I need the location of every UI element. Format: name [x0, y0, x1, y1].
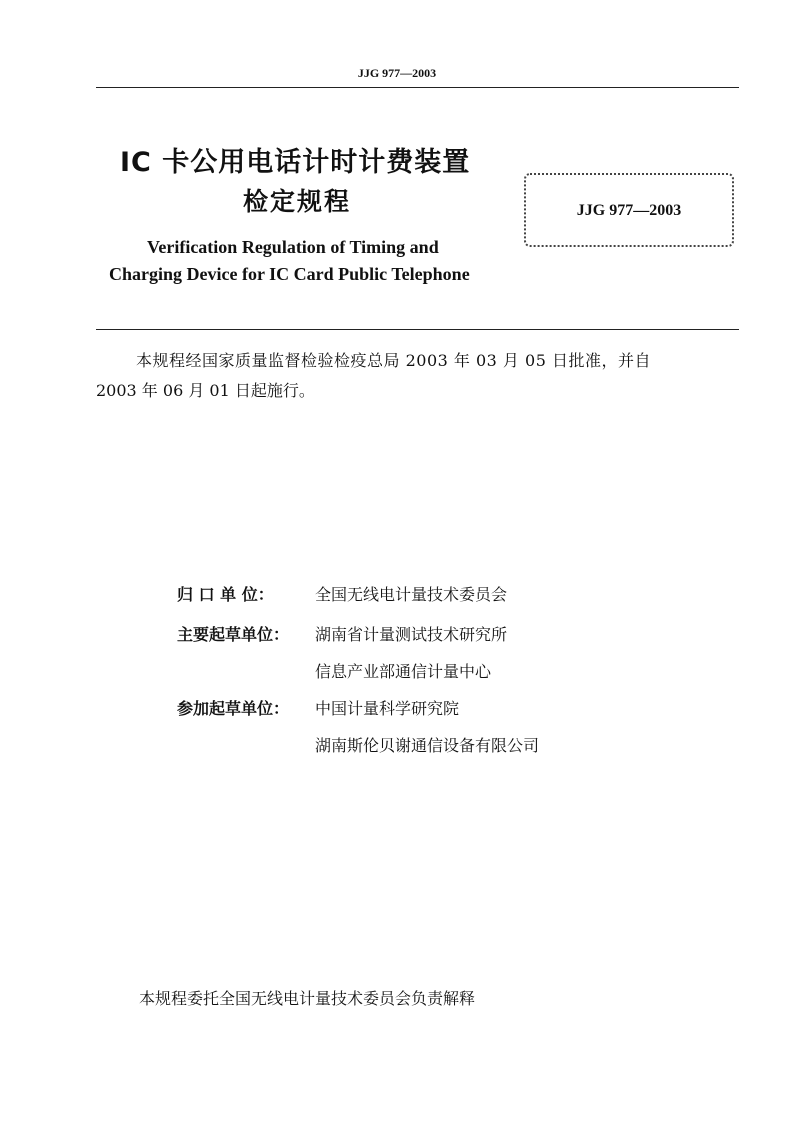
- main-drafting-value-2: 信息产业部通信计量中心: [315, 662, 492, 681]
- participating-drafting-value-2: 湖南斯伦贝谢通信设备有限公司: [315, 736, 540, 755]
- main-drafting-label: 主要起草单位：: [177, 625, 290, 644]
- running-header: JJG 977—2003: [357, 66, 437, 80]
- title-zh-line1: IC 卡公用电话计时计费装置: [120, 147, 471, 178]
- approval-text-line1: 本规程经国家质量监督检验检疫总局 2003 年 03 月 05 日批准，并自: [136, 351, 651, 370]
- responsible-unit-value: 全国无线电计量技术委员会: [315, 585, 508, 604]
- title-en-line2: Charging Device for IC Card Public Telephone: [109, 264, 470, 284]
- standard-code-label: JJG 977—2003: [576, 202, 682, 219]
- title-en-line1: Verification Regulation of Timing and: [147, 237, 439, 257]
- interpretation-note: 本规程委托全国无线电计量技术委员会负责解释: [139, 989, 476, 1008]
- responsible-unit-label: 归 口 单 位：: [177, 585, 274, 604]
- approval-text-line2: 2003 年 06 月 01 日起施行。: [96, 381, 315, 400]
- participating-drafting-value-1: 中国计量科学研究院: [315, 699, 460, 718]
- main-drafting-value-1: 湖南省计量测试技术研究所: [315, 625, 508, 644]
- participating-drafting-label: 参加起草单位：: [177, 699, 290, 718]
- title-zh-line2: 检定规程: [243, 187, 352, 216]
